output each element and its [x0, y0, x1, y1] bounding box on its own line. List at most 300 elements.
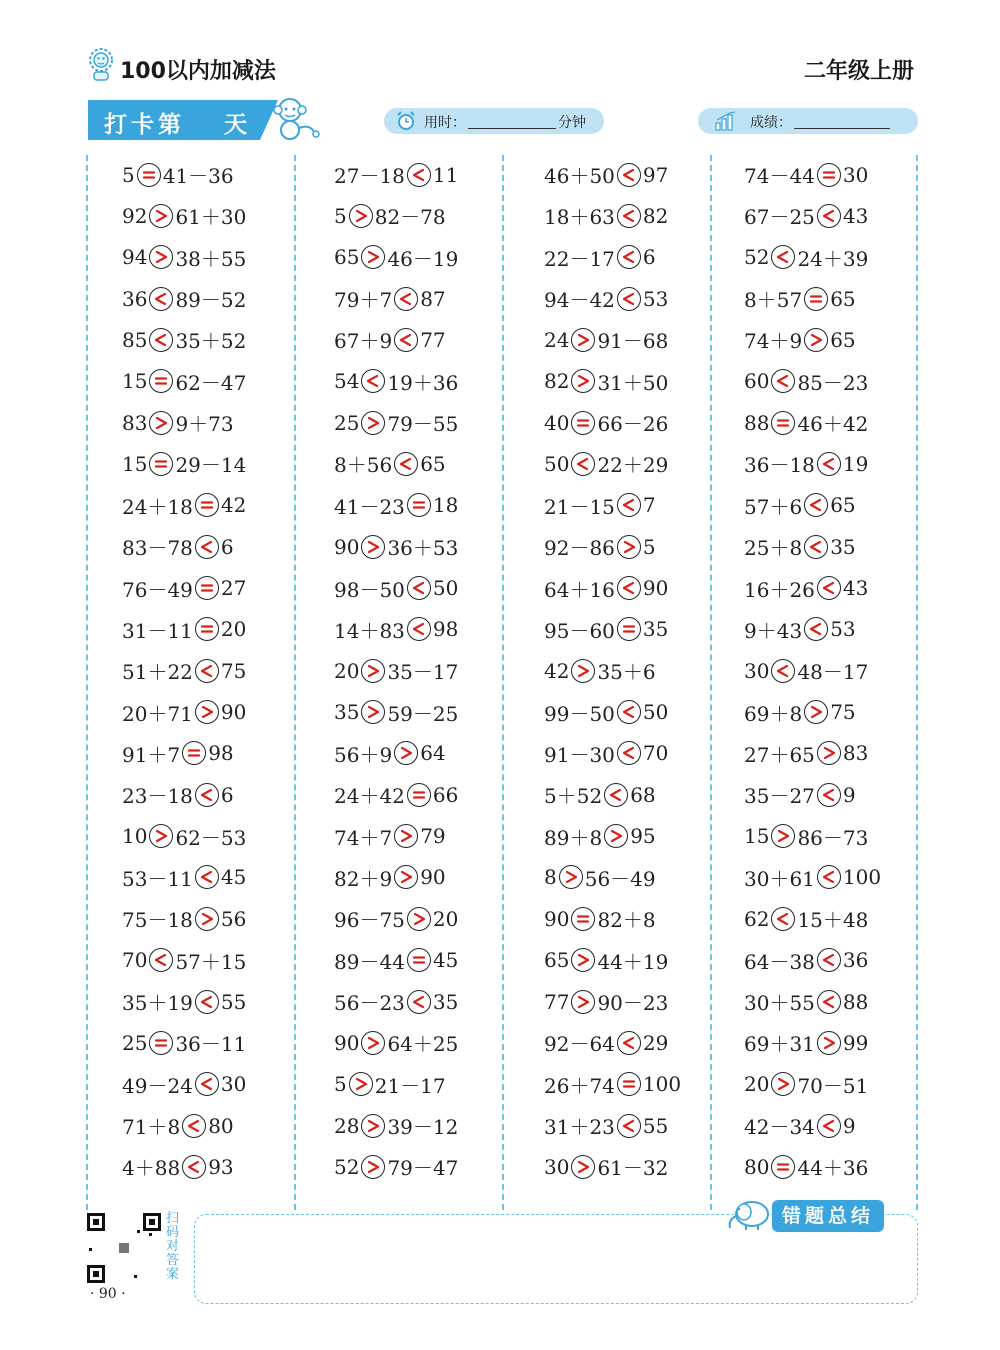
- right-expression: 30: [220, 1072, 247, 1097]
- left-expression: 83: [122, 410, 148, 435]
- comparison-item: [334, 615, 458, 645]
- right-expression: 98: [432, 617, 459, 642]
- left-expression: 69＋31: [744, 1032, 815, 1057]
- comparison-item: [334, 698, 458, 728]
- less-than-circle: [394, 287, 418, 311]
- less-than-circle: [817, 576, 841, 600]
- comparison-item: [744, 325, 856, 355]
- mistake-summary-label: 错题总结: [772, 1200, 884, 1232]
- comparison-item: [744, 987, 868, 1017]
- left-expression: 98－50: [334, 577, 405, 602]
- right-expression: 90－23: [597, 991, 669, 1015]
- less-than-circle: [571, 452, 595, 476]
- left-expression: 83－78: [122, 536, 193, 561]
- comparison-item: [544, 325, 668, 355]
- right-expression: 79－47: [387, 1156, 459, 1181]
- left-expression: 18＋63: [544, 205, 615, 230]
- comparison-item: [544, 243, 656, 273]
- less-than-circle: [195, 990, 219, 1014]
- comparison-item: [122, 863, 246, 893]
- greater-than-circle: [394, 824, 418, 848]
- comparison-item: [122, 532, 234, 562]
- right-expression: 19: [842, 451, 869, 476]
- greater-than-circle: [361, 1155, 385, 1179]
- greater-than-circle: [571, 369, 595, 393]
- comparison-item: [122, 574, 246, 604]
- comparison-item: [334, 574, 458, 604]
- left-expression: 53－11: [122, 866, 193, 891]
- less-than-circle: [817, 204, 841, 228]
- left-expression: 80: [744, 1154, 770, 1179]
- equal-sign-circle: [804, 287, 828, 311]
- column-divider: [502, 155, 504, 1210]
- comparison-item: [744, 946, 868, 976]
- right-expression: 68: [630, 782, 656, 807]
- left-expression: 30＋61: [744, 866, 815, 891]
- right-expression: 22＋29: [597, 453, 669, 478]
- greater-than-circle: [559, 865, 583, 889]
- comparison-item: [744, 160, 868, 190]
- left-expression: 5: [334, 1072, 347, 1097]
- left-expression: 92－86: [544, 536, 615, 561]
- less-than-circle: [604, 783, 628, 807]
- left-expression: 99－50: [544, 701, 615, 726]
- comparison-item: [744, 491, 856, 521]
- comparison-item: [544, 656, 656, 686]
- right-expression: 66: [432, 782, 459, 807]
- greater-than-circle: [361, 659, 385, 683]
- comparison-item: [122, 491, 246, 521]
- right-expression: 46＋42: [797, 412, 869, 437]
- left-expression: 85: [122, 327, 148, 352]
- less-than-circle: [617, 576, 641, 600]
- comparison-item: [122, 449, 246, 479]
- left-expression: 76－49: [122, 577, 193, 602]
- right-expression: 64＋25: [387, 1032, 459, 1057]
- right-expression: 100: [642, 1072, 682, 1097]
- left-expression: 4＋88: [122, 1156, 181, 1181]
- right-expression: 35: [642, 617, 669, 642]
- left-expression: 21－15: [544, 494, 615, 519]
- comparison-item: [334, 408, 458, 438]
- right-expression: 45: [220, 865, 247, 890]
- comparison-item: [122, 822, 246, 852]
- comparison-item: [122, 1152, 234, 1182]
- score-field: [698, 108, 918, 134]
- column-divider: [916, 155, 918, 1210]
- checkin-day-label: 天: [224, 112, 247, 138]
- comparison-item: [544, 532, 656, 562]
- right-expression: 44＋19: [597, 949, 669, 974]
- left-expression: 71＋8: [122, 1115, 181, 1140]
- comparison-item: [744, 367, 868, 397]
- less-than-circle: [804, 493, 828, 517]
- right-expression: 55: [220, 989, 247, 1014]
- comparison-item: [334, 739, 446, 769]
- comparison-item: [744, 1152, 868, 1182]
- right-expression: 6: [642, 245, 656, 270]
- right-expression: 39－12: [387, 1115, 459, 1140]
- left-expression: 41－23: [334, 494, 405, 519]
- right-expression: 53: [642, 286, 669, 311]
- comparison-item: [744, 780, 856, 810]
- left-expression: 25: [334, 410, 360, 435]
- right-expression: 55: [642, 1113, 669, 1138]
- page-number: · 90 ·: [90, 1286, 126, 1302]
- right-expression: 35: [830, 534, 856, 559]
- comparison-item: [744, 1070, 868, 1100]
- comparison-item: [122, 201, 246, 231]
- alarm-clock-icon: [396, 111, 416, 131]
- right-expression: 90: [642, 576, 669, 600]
- less-than-circle: [149, 328, 173, 352]
- comparison-item: [122, 325, 246, 355]
- less-than-circle: [617, 1114, 641, 1138]
- left-expression: 35＋19: [122, 991, 193, 1015]
- left-expression: 5＋52: [544, 784, 603, 809]
- comparison-item: [744, 243, 868, 273]
- less-than-circle: [195, 783, 219, 807]
- right-expression: 20: [220, 617, 247, 642]
- left-expression: 54: [334, 369, 360, 394]
- comparison-item: [334, 904, 458, 934]
- score-label: 成绩：: [750, 115, 792, 131]
- comparison-item: [744, 284, 856, 314]
- comparison-item: [744, 615, 856, 645]
- left-expression: 14＋83: [334, 618, 405, 643]
- equal-sign-circle: [771, 1155, 795, 1179]
- right-expression: 95: [630, 824, 656, 849]
- greater-than-circle: [149, 824, 173, 848]
- left-expression: 8＋57: [744, 288, 803, 313]
- equal-sign-circle: [617, 617, 641, 641]
- greater-than-circle: [771, 1072, 795, 1096]
- right-expression: 65: [830, 327, 856, 352]
- comparison-item: [744, 532, 856, 562]
- comparison-item: [544, 822, 656, 852]
- left-expression: 35: [334, 700, 360, 725]
- less-than-circle: [771, 907, 795, 931]
- left-expression: 65: [334, 245, 360, 270]
- left-expression: 10: [122, 824, 148, 849]
- comparison-item: [744, 822, 868, 852]
- right-expression: 90: [420, 865, 446, 890]
- left-expression: 25＋8: [744, 536, 803, 561]
- comparison-item: [544, 739, 668, 769]
- right-expression: 24＋39: [797, 246, 869, 271]
- comparison-item: [544, 1070, 681, 1100]
- greater-than-circle: [604, 824, 628, 848]
- equal-sign-circle: [407, 493, 431, 517]
- right-expression: 100: [842, 865, 882, 890]
- comparison-item: [334, 656, 458, 686]
- greater-than-circle: [361, 535, 385, 559]
- left-expression: 89－44: [334, 949, 405, 974]
- left-expression: 56－23: [334, 991, 405, 1015]
- right-expression: 56: [220, 906, 247, 931]
- left-expression: 22－17: [544, 246, 615, 271]
- left-expression: 16＋26: [744, 577, 815, 602]
- comparison-item: [122, 698, 246, 728]
- right-expression: 98: [208, 741, 234, 766]
- left-expression: 62: [744, 906, 770, 931]
- right-expression: 15＋48: [797, 908, 869, 933]
- right-expression: 43: [842, 576, 869, 600]
- comparison-item: [334, 449, 446, 479]
- less-than-circle: [407, 163, 431, 187]
- comparison-item: [334, 325, 446, 355]
- greater-than-circle: [349, 204, 373, 228]
- comparison-item: [122, 904, 246, 934]
- right-expression: 90: [220, 700, 247, 725]
- comparison-item: [334, 532, 458, 562]
- comparison-item: [334, 780, 458, 810]
- less-than-circle: [195, 865, 219, 889]
- left-expression: 27－18: [334, 164, 405, 188]
- right-expression: 36: [842, 948, 869, 973]
- right-expression: 19＋36: [387, 370, 459, 395]
- less-than-circle: [817, 948, 841, 972]
- right-expression: 75: [830, 700, 856, 725]
- comparison-item: [544, 160, 668, 190]
- right-expression: 62－53: [175, 825, 247, 850]
- equal-sign-circle: [182, 741, 206, 765]
- equal-sign-circle: [407, 948, 431, 972]
- right-expression: 11: [432, 162, 459, 187]
- comparison-item: [544, 449, 668, 479]
- left-expression: 92－64: [544, 1032, 615, 1057]
- comparison-item: [122, 284, 246, 314]
- greater-than-circle: [804, 328, 828, 352]
- greater-than-circle: [817, 1031, 841, 1055]
- equal-sign-circle: [149, 1031, 173, 1055]
- less-than-circle: [817, 783, 841, 807]
- right-expression: 31＋50: [597, 370, 669, 395]
- less-than-circle: [804, 617, 828, 641]
- left-expression: 64＋16: [544, 577, 615, 602]
- right-expression: 62－47: [175, 370, 247, 395]
- comparison-item: [544, 1111, 668, 1141]
- left-expression: 27＋65: [744, 742, 815, 767]
- greater-than-circle: [149, 204, 173, 228]
- comparison-item: [334, 946, 458, 976]
- left-expression: 8: [544, 865, 557, 890]
- comparison-item: [544, 863, 656, 893]
- right-expression: 77: [420, 327, 446, 352]
- comparison-item: [334, 987, 458, 1017]
- left-expression: 89＋8: [544, 825, 603, 850]
- right-expression: 41－36: [162, 164, 234, 188]
- greater-than-circle: [394, 865, 418, 889]
- right-expression: 65: [830, 286, 856, 311]
- equal-sign-circle: [617, 1072, 641, 1096]
- right-expression: 21－17: [374, 1073, 446, 1098]
- right-expression: 70: [642, 741, 669, 766]
- left-expression: 70: [122, 948, 148, 973]
- left-expression: 36: [122, 286, 148, 311]
- comparison-item: [544, 946, 668, 976]
- less-than-circle: [617, 163, 641, 187]
- right-expression: 9: [842, 1113, 856, 1138]
- comparison-item: [334, 1111, 458, 1141]
- left-expression: 52: [334, 1154, 360, 1179]
- right-expression: 70－51: [797, 1073, 869, 1098]
- left-expression: 20: [334, 658, 360, 683]
- right-expression: 82: [642, 203, 669, 228]
- greater-than-circle: [149, 245, 173, 269]
- left-expression: 82＋9: [334, 866, 393, 891]
- less-than-circle: [617, 493, 641, 517]
- left-expression: 31－11: [122, 618, 193, 643]
- less-than-circle: [182, 1155, 206, 1179]
- equal-sign-circle: [149, 452, 173, 476]
- comparison-item: [744, 574, 868, 604]
- left-expression: 30: [744, 658, 770, 683]
- right-expression: 83: [842, 741, 869, 766]
- greater-than-circle: [361, 1114, 385, 1138]
- comparison-item: [334, 160, 458, 190]
- right-expression: 79: [420, 824, 446, 849]
- less-than-circle: [617, 1031, 641, 1055]
- less-than-circle: [817, 1114, 841, 1138]
- left-expression: 30: [544, 1154, 570, 1179]
- left-expression: 24＋42: [334, 784, 405, 809]
- greater-than-circle: [771, 824, 795, 848]
- left-expression: 49－24: [122, 1073, 193, 1098]
- left-expression: 23－18: [122, 784, 193, 809]
- comparison-item: [544, 780, 656, 810]
- book-title: 100以内加减法: [120, 59, 276, 84]
- equal-sign-circle: [407, 783, 431, 807]
- equal-sign-circle: [571, 411, 595, 435]
- right-expression: 61－32: [597, 1156, 669, 1181]
- left-expression: 67＋9: [334, 329, 393, 354]
- comparison-item: [544, 284, 668, 314]
- comparison-item: [544, 1152, 668, 1182]
- left-expression: 42: [544, 658, 570, 683]
- column-divider: [86, 155, 88, 1210]
- right-expression: 93: [208, 1154, 234, 1179]
- right-expression: 43: [842, 203, 869, 228]
- less-than-circle: [617, 287, 641, 311]
- left-expression: 65: [544, 948, 570, 973]
- less-than-circle: [149, 287, 173, 311]
- less-than-circle: [361, 369, 385, 393]
- right-expression: 89－52: [175, 288, 247, 313]
- greater-than-circle: [394, 741, 418, 765]
- less-than-circle: [149, 948, 173, 972]
- qr-code-icon: [86, 1212, 162, 1284]
- right-expression: 44＋36: [797, 1156, 869, 1181]
- greater-than-circle: [817, 741, 841, 765]
- left-expression: 74＋7: [334, 825, 393, 850]
- right-expression: 91－68: [597, 329, 669, 354]
- left-expression: 24: [544, 327, 570, 352]
- right-expression: 36＋53: [387, 536, 459, 561]
- monkey-icon: [264, 94, 322, 144]
- right-expression: 20: [432, 906, 459, 931]
- comparison-item: [744, 863, 881, 893]
- right-expression: 45: [432, 948, 459, 973]
- left-expression: 77: [544, 989, 570, 1014]
- right-expression: 65: [830, 493, 856, 518]
- less-than-circle: [195, 1072, 219, 1096]
- greater-than-circle: [361, 411, 385, 435]
- less-than-circle: [617, 245, 641, 269]
- less-than-circle: [394, 328, 418, 352]
- qr-label: 扫码对答案: [166, 1211, 180, 1282]
- comparison-item: [122, 739, 234, 769]
- less-than-circle: [195, 535, 219, 559]
- left-expression: 40: [544, 410, 570, 435]
- left-expression: 9＋43: [744, 618, 803, 643]
- left-expression: 91－30: [544, 742, 615, 767]
- comparison-item: [544, 1028, 668, 1058]
- comparison-item: [334, 1028, 458, 1058]
- comparison-item: [122, 1070, 246, 1100]
- greater-than-circle: [571, 990, 595, 1014]
- right-expression: 35＋6: [597, 660, 656, 685]
- left-expression: 25: [122, 1030, 148, 1055]
- less-than-circle: [407, 617, 431, 641]
- left-expression: 42－34: [744, 1115, 815, 1140]
- less-than-circle: [771, 245, 795, 269]
- right-expression: 18: [432, 493, 459, 518]
- greater-than-circle: [571, 948, 595, 972]
- comparison-item: [334, 367, 458, 397]
- comparison-item: [122, 780, 234, 810]
- greater-than-circle: [361, 700, 385, 724]
- comparison-item: [744, 698, 856, 728]
- left-expression: 90: [544, 906, 570, 931]
- less-than-circle: [182, 1114, 206, 1138]
- left-expression: 95－60: [544, 618, 615, 643]
- less-than-circle: [617, 741, 641, 765]
- left-expression: 28: [334, 1113, 360, 1138]
- checkin-label: 打卡第: [104, 112, 185, 138]
- comparison-item: [334, 1152, 458, 1182]
- greater-than-circle: [149, 411, 173, 435]
- left-expression: 24＋18: [122, 494, 193, 519]
- comparison-item: [544, 201, 668, 231]
- left-expression: 35－27: [744, 784, 815, 809]
- comparison-item: [122, 408, 234, 438]
- right-expression: 59－25: [387, 701, 459, 726]
- comparison-item: [744, 408, 868, 438]
- left-expression: 74＋9: [744, 329, 803, 354]
- right-expression: 38＋55: [175, 246, 247, 271]
- right-expression: 80: [208, 1113, 234, 1138]
- left-expression: 96－75: [334, 908, 405, 933]
- right-expression: 64: [420, 741, 446, 766]
- equal-sign-circle: [195, 576, 219, 600]
- comparison-item: [744, 1028, 868, 1058]
- left-expression: 31＋23: [544, 1115, 615, 1140]
- left-expression: 69＋8: [744, 701, 803, 726]
- less-than-circle: [804, 535, 828, 559]
- greater-than-circle: [349, 1072, 373, 1096]
- right-expression: 50: [432, 576, 459, 600]
- right-expression: 42: [220, 493, 247, 518]
- right-expression: 79－55: [387, 412, 459, 437]
- left-expression: 15: [744, 824, 770, 849]
- greater-than-circle: [361, 245, 385, 269]
- greater-than-circle: [571, 1155, 595, 1179]
- right-expression: 82－78: [374, 205, 446, 230]
- right-expression: 30: [842, 162, 869, 187]
- comparison-item: [334, 201, 446, 231]
- right-expression: 35: [432, 989, 459, 1014]
